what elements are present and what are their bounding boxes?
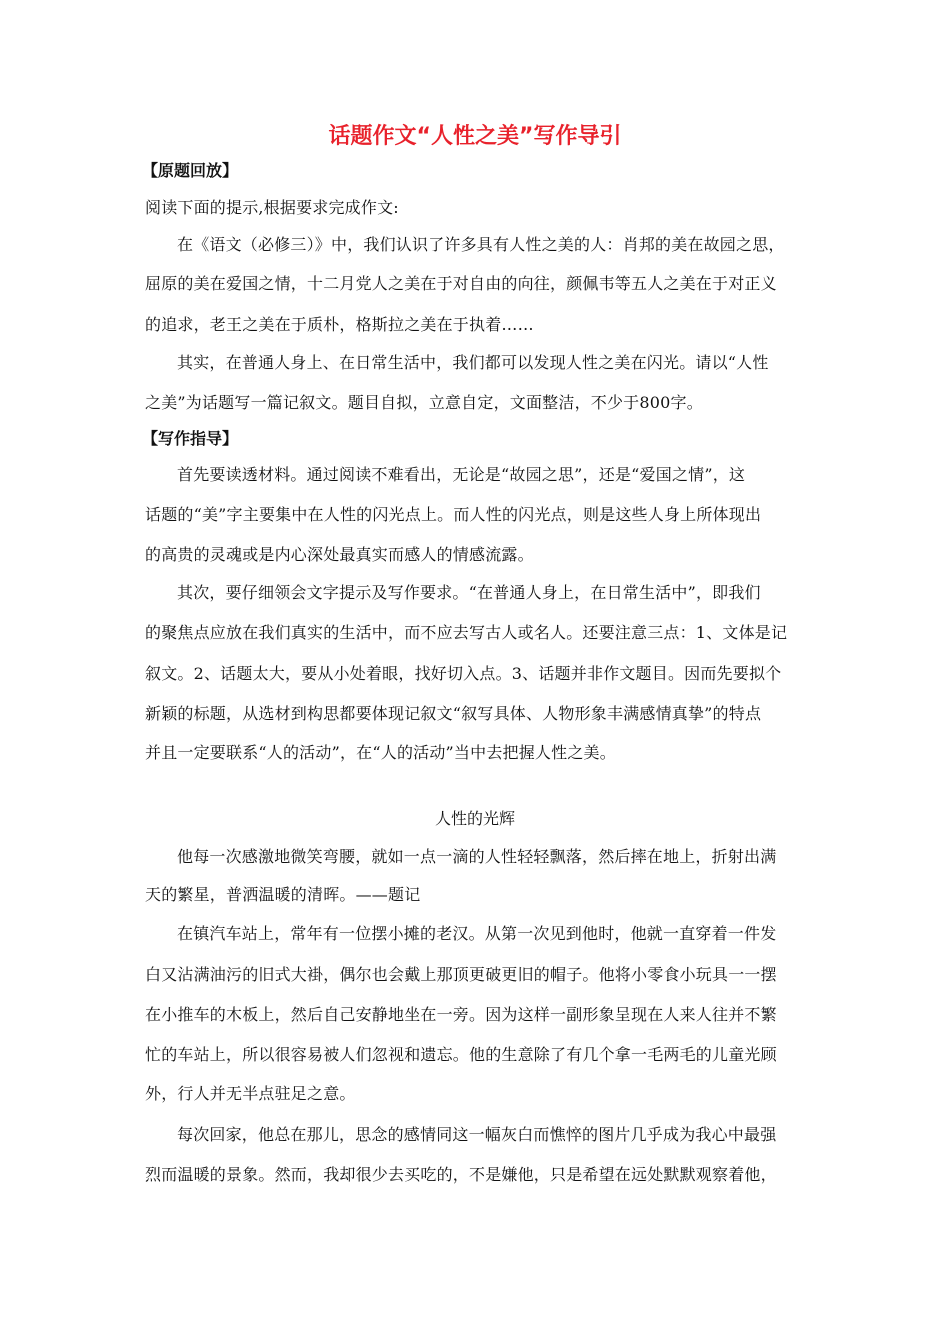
paragraph-line: 其次，要仔细领会文字提示及写作要求。“在普通人身上，在日常生活中”，即我们 xyxy=(177,583,761,602)
paragraph-line: 每次回家，他总在那儿，思念的感情同这一幅灰白而憔悴的图片几乎成为我心中最强 xyxy=(177,1125,777,1144)
document-title: 话题作文“人性之美”写作导引 xyxy=(328,124,622,149)
paragraph-line: 并且一定要联系“人的活动”，在“人的活动”当中去把握人性之美。 xyxy=(145,743,616,762)
paragraph-line: 叙文。2、话题太大，要从小处着眼，找好切入点。3、话题并非作文题目。因而先要拟个 xyxy=(145,664,782,683)
section-heading-original-question: 【原题回放】 xyxy=(142,161,239,180)
section-heading-writing-guide: 【写作指导】 xyxy=(142,429,239,448)
paragraph-line: 新颖的标题，从选材到构思都要体现记叙文“叙写具体、人物形象丰满感情真挚”的特点 xyxy=(145,704,762,723)
paragraph-line: 首先要读透材料。通过阅读不难看出，无论是“故园之思”，还是“爱国之情”，这 xyxy=(177,465,746,484)
paragraph-line: 的追求，老王之美在于质朴，格斯拉之美在于执着…… xyxy=(145,315,534,334)
paragraph-line: 话题的“美”字主要集中在人性的闪光点上。而人性的闪光点，则是这些人身上所体现出 xyxy=(145,505,762,524)
paragraph-line: 天的繁星，普洒温暖的清晖。——题记 xyxy=(145,885,421,904)
paragraph-line: 在《语文（必修三）》中，我们认识了许多具有人性之美的人：肖邦的美在故园之思， xyxy=(177,235,785,254)
paragraph-line: 的聚焦点应放在我们真实的生活中，而不应去写古人或名人。还要注意三点：1、文体是记 xyxy=(145,623,788,642)
paragraph-line: 屈原的美在爱国之情，十二月党人之美在于对自由的向往，颜佩韦等五人之美在于对正义 xyxy=(145,274,777,293)
paragraph-line: 的高贵的灵魂或是内心深处最真实而感人的情感流露。 xyxy=(145,545,534,564)
paragraph-line: 外，行人并无半点驻足之意。 xyxy=(145,1084,356,1103)
paragraph-line: 烈而温暖的景象。然而，我却很少去买吃的，不是嫌他，只是希望在远处默默观察着他， xyxy=(145,1165,777,1184)
paragraph-line: 其实，在普通人身上、在日常生活中，我们都可以发现人性之美在闪光。请以“人性 xyxy=(177,353,769,372)
paragraph-line: 阅读下面的提示,根据要求完成作文: xyxy=(145,198,399,217)
paragraph-line: 在镇汽车站上，常年有一位摆小摊的老汉。从第一次见到他时，他就一直穿着一件发 xyxy=(177,924,777,943)
paragraph-line: 他每一次感激地微笑弯腰，就如一点一滴的人性轻轻飘落，然后摔在地上，折射出满 xyxy=(177,847,777,866)
essay-title: 人性的光辉 xyxy=(434,809,515,828)
paragraph-line: 在小推车的木板上，然后自己安静地坐在一旁。因为这样一副形象呈现在人来人往并不繁 xyxy=(145,1005,777,1024)
paragraph-line: 之美”为话题写一篇记叙文。题目自拟，立意自定，文面整洁，不少于800字。 xyxy=(145,393,703,412)
paragraph-line: 忙的车站上，所以很容易被人们忽视和遗忘。他的生意除了有几个拿一毛两毛的儿童光顾 xyxy=(145,1045,777,1064)
paragraph-line: 白又沾满油污的旧式大褂，偶尔也会戴上那顶更破更旧的帽子。他将小零食小玩具一一摆 xyxy=(145,965,777,984)
